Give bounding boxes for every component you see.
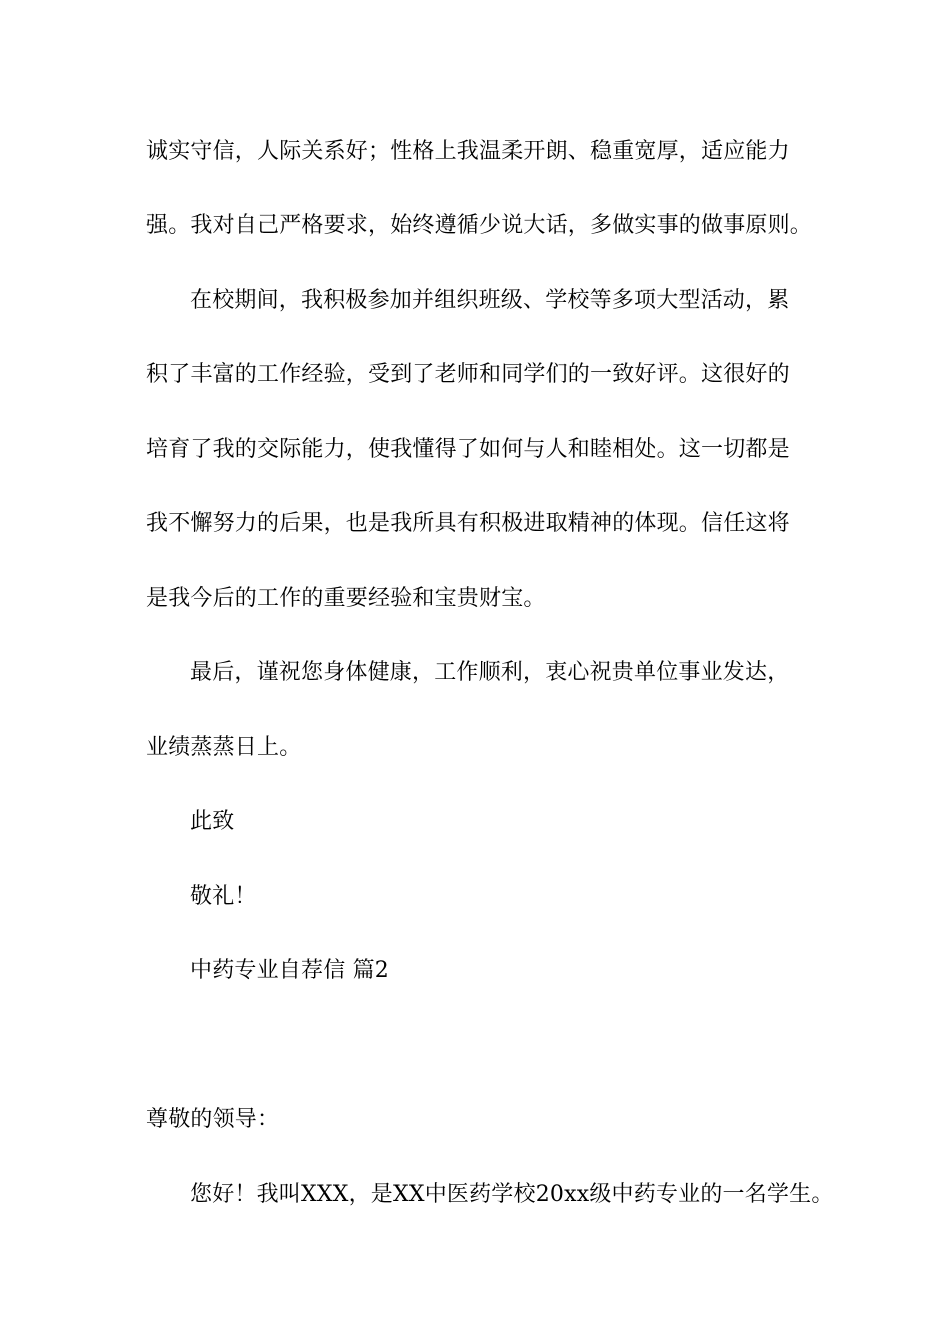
closing-salutation: 此致 xyxy=(190,809,235,834)
paragraph-line: 积了丰富的工作经验，受到了老师和同学们的一致好评。这很好的 xyxy=(146,362,790,387)
paragraph-line: 培育了我的交际能力，使我懂得了如何与人和睦相处。这一切都是 xyxy=(146,437,790,462)
paragraph-line: 诚实守信，人际关系好；性格上我温柔开朗、稳重宽厚，适应能力 xyxy=(146,139,790,164)
paragraph-line: 是我今后的工作的重要经验和宝贵财宝。 xyxy=(146,586,546,611)
section-title: 中药专业自荐信 篇2 xyxy=(190,958,389,983)
paragraph-line: 强。我对自己严格要求，始终遵循少说大话，多做实事的做事原则。 xyxy=(146,213,813,238)
paragraph-line: 您好！我叫XXX，是XX中医药学校20xx级中药专业的一名学生。 xyxy=(190,1182,834,1207)
letter-greeting: 尊敬的领导： xyxy=(146,1107,280,1132)
paragraph-line: 在校期间，我积极参加并组织班级、学校等多项大型活动，累 xyxy=(190,288,790,313)
paragraph-line: 我不懈努力的后果，也是我所具有积极进取精神的体现。信任这将 xyxy=(146,511,790,536)
paragraph-line: 最后，谨祝您身体健康，工作顺利，衷心祝贵单位事业发达， xyxy=(190,660,790,685)
closing-regards: 敬礼！ xyxy=(190,884,257,909)
paragraph-line: 业绩蒸蒸日上。 xyxy=(146,735,302,760)
